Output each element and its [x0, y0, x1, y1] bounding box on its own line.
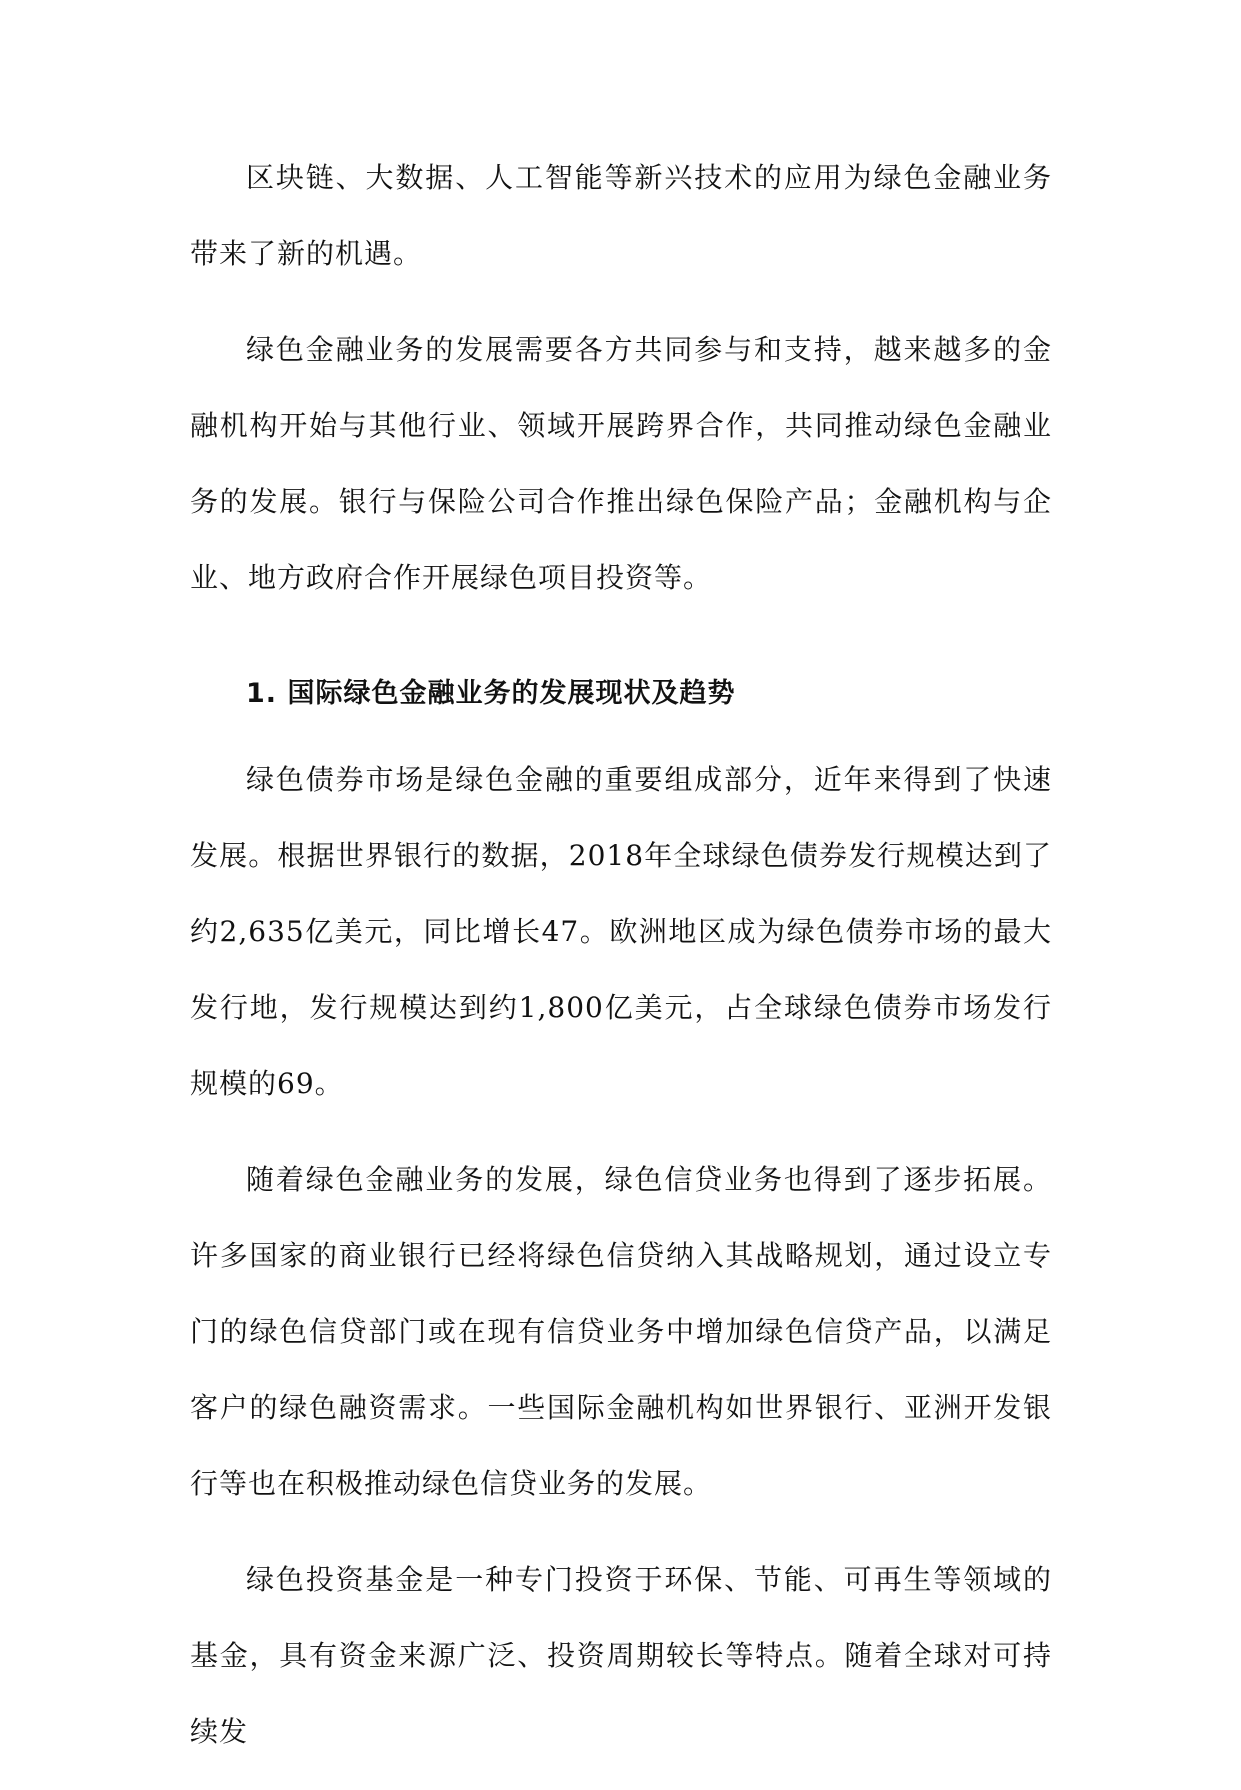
document-page — [190, 140, 1052, 1790]
paragraph-green-funds: 绿色投资基金是一种专门投资于环保、节能、可再生等领域的基金，具有资金来源广泛、投资周期较长等特点。随着全球对可持续发 — [190, 1563, 1052, 1748]
section-heading: 1. 国际绿色金融业务的发展现状及趋势 — [246, 678, 736, 709]
paragraph-green-bonds: 绿色债券市场是绿色金融的重要组成部分，近年来得到了快速发展。根据世界银行的数据，2018年全球绿色债券发行规模达到了约2,635亿美元，同比增长47。欧洲地区成为绿色债券市场的最大发行地，发行规模达到约1,800亿美元，占全球绿色债券市场发行规模的69。 — [190, 763, 1052, 1100]
paragraph-green-credit: 随着绿色金融业务的发展，绿色信贷业务也得到了逐步拓展。许多国家的商业银行已经将绿色信贷纳入其战略规划，通过设立专门的绿色信贷部门或在现有信贷业务中增加绿色信贷产品，以满足客户的绿色融资需求。一些国际金融机构如世界银行、亚洲开发银行等也在积极推动绿色信贷业务的发展。 — [190, 1163, 1052, 1500]
paragraph-emerging-tech: 区块链、大数据、人工智能等新兴技术的应用为绿色金融业务带来了新的机遇。 — [190, 161, 1052, 270]
paragraph-cross-sector-cooperation: 绿色金融业务的发展需要各方共同参与和支持，越来越多的金融机构开始与其他行业、领域开展跨界合作，共同推动绿色金融业务的发展。银行与保险公司合作推出绿色保险产品；金融机构与企业、地方政府合作开展绿色项目投资等。 — [190, 333, 1052, 594]
